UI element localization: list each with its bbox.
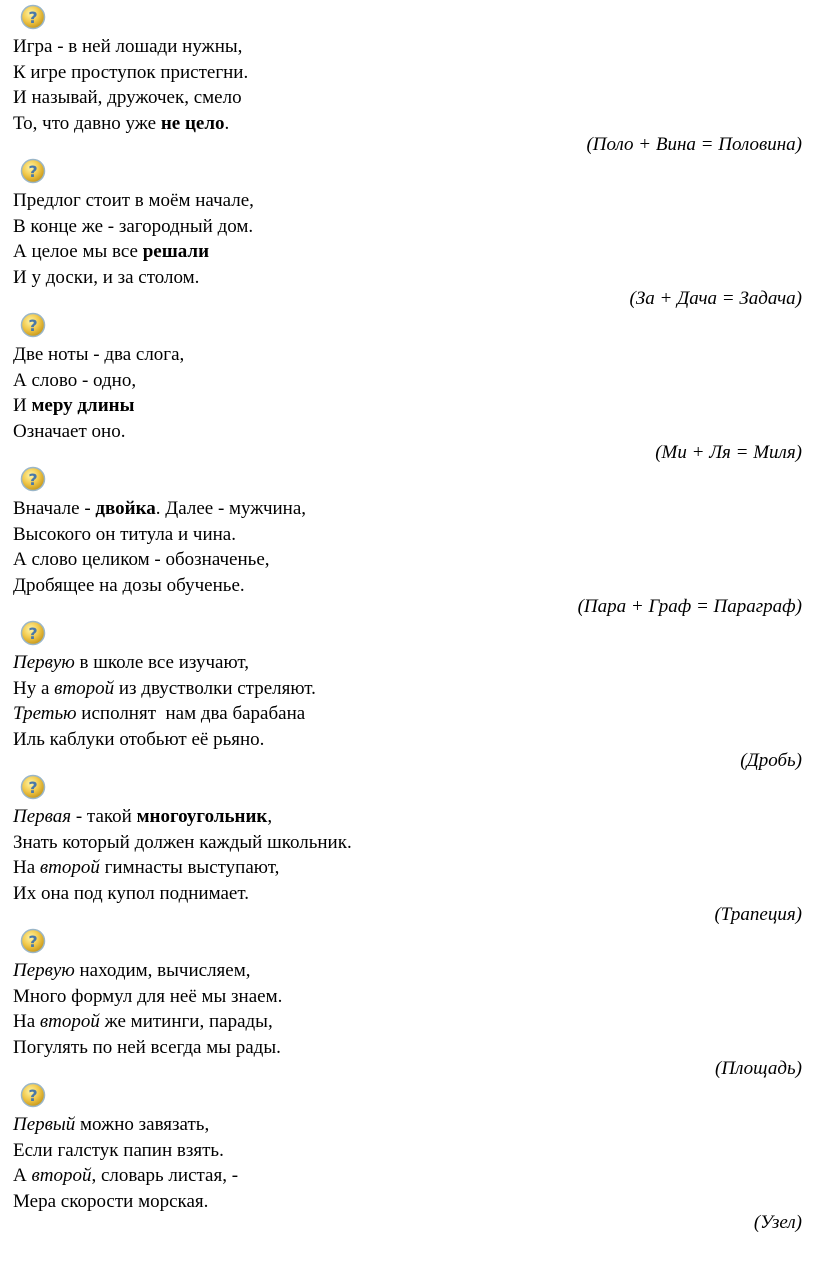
verse-segment: Погулять по ней всегда мы рады. xyxy=(13,1036,281,1058)
verse-line xyxy=(13,265,254,291)
riddle-block xyxy=(0,1082,816,1237)
verse-segment: Иль каблуки отобьют её рьяно. xyxy=(13,728,265,750)
verse-line xyxy=(13,855,352,881)
verse-line xyxy=(13,701,316,727)
verse-line xyxy=(13,1189,238,1215)
verse-segment: И у доски, и за столом. xyxy=(13,266,200,288)
verse-segment: второй xyxy=(31,1165,92,1186)
verse-segment: Первую xyxy=(13,960,75,981)
verse-segment: А целое мы все xyxy=(13,241,143,262)
verse-line xyxy=(13,368,184,394)
riddle-verse xyxy=(13,34,248,136)
verse-line xyxy=(13,881,352,907)
riddle-block xyxy=(0,774,816,929)
verse-line xyxy=(13,60,248,86)
verse-segment: А xyxy=(13,1165,32,1186)
verse-line xyxy=(13,522,306,548)
riddle-block xyxy=(0,158,816,313)
verse-segment: многоугольник xyxy=(136,806,268,827)
verse-segment: Игра - в ней лошади нужны, xyxy=(13,36,243,57)
svg-text:?: ? xyxy=(28,1086,38,1105)
riddle-answer: (Трапеция) xyxy=(714,904,802,925)
riddle-verse xyxy=(13,1112,238,1214)
verse-segment: в школе все изучают, xyxy=(74,652,250,673)
verse-line xyxy=(13,342,184,368)
verse-line xyxy=(13,804,352,830)
verse-line xyxy=(13,239,254,265)
riddle-block xyxy=(0,4,816,159)
riddle-answer: (Пара + Граф = Параграф) xyxy=(577,596,802,617)
verse-segment: Знать который должен каждый школьник. xyxy=(13,831,352,853)
riddle-answer: (Дробь) xyxy=(740,750,802,771)
verse-segment: находим, вычисляем, xyxy=(74,960,251,981)
verse-segment: Ну а xyxy=(13,677,55,699)
riddle-block xyxy=(0,928,816,1083)
verse-segment: На xyxy=(13,857,40,878)
verse-line xyxy=(13,111,248,137)
svg-text:?: ? xyxy=(28,624,38,643)
verse-line xyxy=(13,547,306,573)
verse-segment: второй xyxy=(54,677,115,699)
verse-line xyxy=(13,34,248,60)
riddle-answer: (Ми + Ля = Миля) xyxy=(655,442,802,463)
verse-segment: И называй, дружочек, смело xyxy=(13,87,242,108)
verse-line xyxy=(13,85,248,111)
verse-line xyxy=(13,984,282,1010)
verse-line xyxy=(13,650,316,676)
verse-segment: Означает оно. xyxy=(13,420,126,442)
svg-text:?: ? xyxy=(28,162,38,181)
verse-segment: второй xyxy=(39,857,100,878)
riddle-verse xyxy=(13,188,254,290)
verse-segment: Если галстук папин взять. xyxy=(13,1139,224,1161)
verse-segment: второй xyxy=(39,1011,100,1032)
verse-segment: Первую xyxy=(13,652,75,673)
verse-line xyxy=(13,496,306,522)
verse-line xyxy=(13,1035,282,1061)
verse-segment: Первая xyxy=(13,806,72,827)
riddle-answer: (Площадь) xyxy=(715,1058,802,1079)
verse-segment: Их она под купол поднимает. xyxy=(13,882,249,904)
riddle-verse xyxy=(13,650,316,752)
verse-segment: То, что давно уже xyxy=(13,112,161,134)
verse-segment: , xyxy=(267,806,273,827)
verse-segment: А слово целиком - обозначенье, xyxy=(13,549,270,570)
question-icon xyxy=(20,158,46,184)
verse-segment: В конце же - загородный дом. xyxy=(13,215,254,237)
riddle-verse xyxy=(13,496,306,598)
question-icon xyxy=(20,774,46,800)
svg-text:?: ? xyxy=(28,470,38,489)
svg-text:?: ? xyxy=(28,932,38,951)
verse-segment: , словарь листая, - xyxy=(91,1165,239,1186)
riddle-verse xyxy=(13,958,282,1060)
riddle-answer: (Узел) xyxy=(753,1212,802,1233)
svg-text:?: ? xyxy=(28,316,38,335)
verse-segment: . Далее - мужчина, xyxy=(155,498,307,519)
verse-line xyxy=(13,188,254,214)
verse-segment: можно завязать, xyxy=(75,1114,210,1135)
question-icon xyxy=(20,1082,46,1108)
verse-segment: решали xyxy=(142,241,210,262)
question-icon xyxy=(20,928,46,954)
question-icon xyxy=(20,4,46,30)
question-icon xyxy=(20,620,46,646)
verse-line xyxy=(13,727,316,753)
verse-segment: не цело xyxy=(160,112,225,134)
verse-line xyxy=(13,214,254,240)
verse-segment: . xyxy=(224,112,230,134)
verse-line xyxy=(13,1009,282,1035)
verse-line xyxy=(13,393,184,419)
verse-segment: И xyxy=(13,395,32,416)
verse-segment: же митинги, парады, xyxy=(99,1011,273,1032)
riddle-block xyxy=(0,620,816,775)
verse-line xyxy=(13,573,306,599)
verse-line xyxy=(13,830,352,856)
verse-segment: из двустволки стреляют. xyxy=(114,677,316,699)
riddle-answer: (За + Дача = Задача) xyxy=(629,288,802,309)
verse-line xyxy=(13,958,282,984)
verse-segment: А слово - одно, xyxy=(13,369,137,391)
verse-segment: Третью xyxy=(13,703,77,724)
verse-line xyxy=(13,1163,238,1189)
verse-line xyxy=(13,676,316,702)
question-icon xyxy=(20,312,46,338)
verse-segment: Дробящее на дозы обученье. xyxy=(13,574,245,596)
verse-segment: Высокого он титула и чина. xyxy=(13,523,236,545)
riddle-block xyxy=(0,466,816,621)
verse-segment: - такой xyxy=(71,806,137,827)
question-icon xyxy=(20,466,46,492)
verse-line xyxy=(13,1138,238,1164)
verse-line xyxy=(13,419,184,445)
verse-segment: К игре проступок пристегни. xyxy=(13,61,249,83)
riddle-block xyxy=(0,312,816,467)
verse-segment: гимнасты выступают, xyxy=(99,857,280,878)
verse-line xyxy=(13,1112,238,1138)
verse-segment: Предлог стоит в моём начале, xyxy=(13,190,254,211)
verse-segment: Первый xyxy=(13,1114,76,1135)
verse-segment: двойка xyxy=(95,498,156,519)
verse-segment: меру длины xyxy=(31,395,135,416)
verse-segment: Две ноты - два слога, xyxy=(13,344,185,365)
riddle-verse xyxy=(13,342,184,444)
svg-text:?: ? xyxy=(28,778,38,797)
verse-segment: Много формул для неё мы знаем. xyxy=(13,985,283,1007)
riddle-answer: (Поло + Вина = Половина) xyxy=(586,134,802,155)
riddle-verse xyxy=(13,804,352,906)
verse-segment: Вначале - xyxy=(13,498,96,519)
verse-segment: Мера скорости морская. xyxy=(13,1190,209,1212)
verse-segment: исполнят нам два барабана xyxy=(76,703,306,724)
svg-text:?: ? xyxy=(28,8,38,27)
verse-segment: На xyxy=(13,1011,40,1032)
